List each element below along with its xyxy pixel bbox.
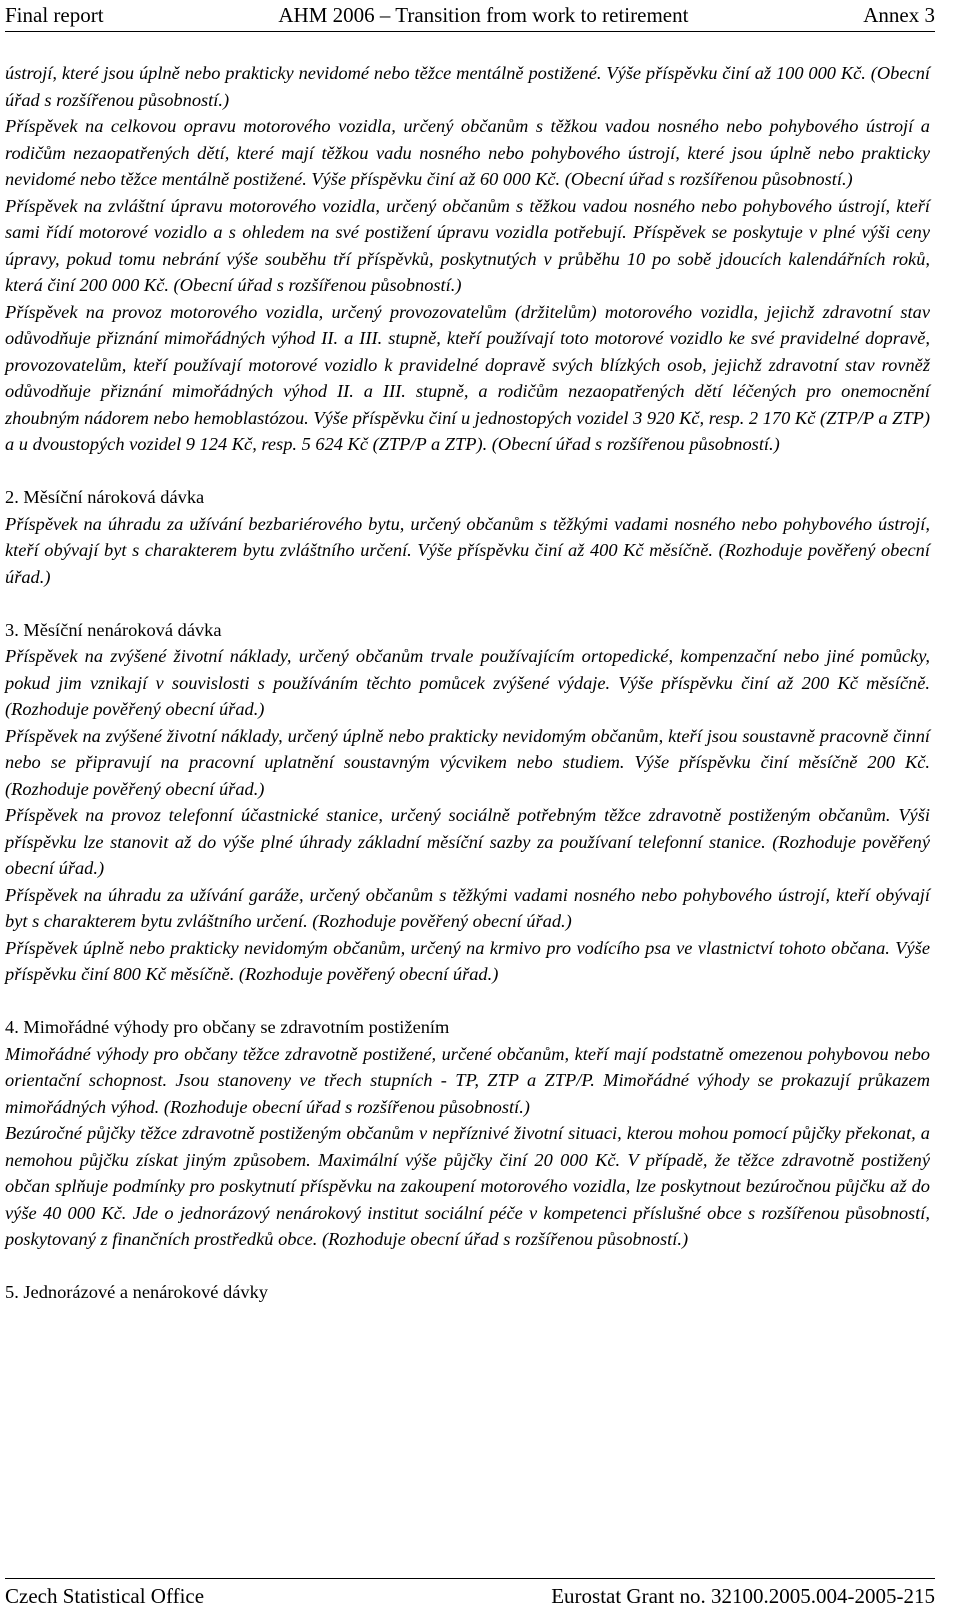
paragraph: Mimořádné výhody pro občany těžce zdravotně postižené, určené občanům, kteří mají podstatně omezenou pohybovou nebo orientační schopnost. Jsou stanoveny ve třech stupních - TP, ZTP a ZTP/P. Mimořádné výhody se prokazují průkazem mimořádných výhod. (Rozhoduje obecní úřad s rozšířenou působností.)	[5, 1043, 930, 1117]
section-heading: 2. Měsíční nároková dávka	[5, 487, 205, 507]
header-report-label: Final report	[5, 3, 104, 27]
section-heading: 3. Měsíční nenároková dávka	[5, 619, 222, 640]
paragraph: Příspěvek na úhradu za užívání garáže, určený občanům s těžkými vadami nosného nebo pohybového ústrojí, kteří obývají byt s charakterem bytu zvláštního určení. (Rozhoduje pověřený obecní úřad.)	[5, 884, 930, 931]
page-header	[5, 0, 935, 32]
section-heading: 5. Jednorázové a nenárokové dávky	[5, 1282, 268, 1302]
paragraph: ústrojí, které jsou úplně nebo prakticky nevidomé nebo těžce mentálně postižené. Výše příspěvku činí až 100 000 Kč. (Obecní úřad s rozšířenou působností.)	[5, 63, 930, 110]
document-body	[5, 60, 930, 1306]
paragraph: Příspěvek na provoz telefonní účastnické stanice, určený sociálně potřebným těžce zdravotně postiženým občanům. Výši příspěvku lze stanovit až do výše plné úhrady základní měsíční sazby za používaní telefonní stanice. (Rozhoduje pověřený obecní úřad.)	[5, 805, 930, 878]
paragraph: Příspěvek na úhradu za užívání bezbariérového bytu, určený občanům s těžkými vadami nosného nebo pohybového ústrojí, kteří obývají byt s charakterem bytu zvláštního určení. Výše příspěvku činí až 400 Kč měsíčně. (Rozhoduje pověřený obecní úřad.)	[5, 513, 930, 587]
header-annex-label: Annex 3	[863, 3, 935, 27]
paragraph: Bezúročné půjčky těžce zdravotně postiženým občanům v nepříznivé životní situaci, kterou mohou pomocí půjčky překonat, a nemohou půjčku získat jiným způsobem. Maximální výše půjčky činí 20 000 Kč. V případě, že těžce zdravotně postižený občan splňuje podmínky pro poskytnutí příspěvku na zakoupení motorového vozidla, lze poskytnout bezúročnou půjčku až do výše 40 000 Kč. Jde o jednorázový nenárokový institut sociální péče v kompetenci příslušné obce s rozšířenou působností, poskytovaný z finančních prostředků obce. (Rozhoduje obecní úřad s rozšířenou působností.)	[5, 1123, 930, 1249]
paragraph: Příspěvek na celkovou opravu motorového vozidla, určený občanům s těžkou vadou nosného nebo pohybového ústrojí a rodičům nezaopatřených dětí, které mají těžkou vadu nosného nebo pohybového ústrojí, které jsou úplně nebo prakticky nevidomé nebo těžce mentálně postižené. Výše příspěvku činí až 60 000 Kč. (Obecní úřad s rozšířenou působností.)	[5, 116, 930, 189]
paragraph: Příspěvek na provoz motorového vozidla, určený provozovatelům (držitelům) motorového vozidla, jejichž zdravotní stav odůvodňuje přiznání mimořádných výhod II. a III. stupně, kteří používají toto motorové vozidlo ke své pravidelné dopravě, provozovatelům, kteří používají motorové vozidlo k pravidelné dopravě svých blízkých osob, jejichž zdravotní stav rovněž odůvodňuje přiznání mimořádných výhod II. a III. stupně, a rodičům nezaopatřených dětí léčených pro onemocnění zhoubným nádorem nebo hemoblastózou. Výše příspěvku činí u jednostopých vozidel 3 920 Kč, resp. 2 170 Kč (ZTP/P a ZTP) a u dvoustopých vozidel 9 124 Kč, resp. 5 624 Kč (ZTP/P a ZTP). (Obecní úřad s rozšířenou působností.)	[5, 301, 930, 454]
page-footer	[5, 1578, 935, 1613]
paragraph: Příspěvek úplně nebo prakticky nevidomým občanům, určený na krmivo pro vodícího psa ve vlastnictví tohoto občana. Výše příspěvku činí 800 Kč měsíčně. (Rozhoduje pověřený obecní úřad.)	[5, 937, 930, 984]
footer-grant: Eurostat Grant no. 32100.2005.004-2005-215	[551, 1583, 935, 1608]
header-title: AHM 2006 – Transition from work to retirement	[278, 3, 689, 27]
paragraph: Příspěvek na zvýšené životní náklady, určený úplně nebo prakticky nevidomým občanům, kteří jsou soustavně pracovně činní nebo se připravují na pracovní uplatnění soustavným výcvikem nebo studiem. Výše příspěvku činí měsíčně 200 Kč. (Rozhoduje pověřený obecní úřad.)	[5, 725, 930, 799]
paragraph: Příspěvek na zvláštní úpravu motorového vozidla, určený občanům s těžkou vadou nosného nebo pohybového ústrojí, kteří sami řídí motorové vozidlo a s ohledem na své postižení úpravu vozidla potřebují. Příspěvek se poskytuje v plné výši ceny úpravy, pokud tomu nebrání výše souběhu tří příspěvků, poskytnutých v průběhu 10 po sobě jdoucích kalendářních roků, která činí 200 000 Kč. (Obecní úřad s rozšířenou působností.)	[5, 195, 930, 295]
paragraph: Příspěvek na zvýšené životní náklady, určený občanům trvale používajícím ortopedické, kompenzační nebo jiné pomůcky, pokud jim vznikají v souvislosti s používáním těchto pomůcek zvýšené výdaje. Výše příspěvku činí až 200 Kč měsíčně. (Rozhoduje pověřený obecní úřad.)	[5, 646, 930, 719]
footer-office: Czech Statistical Office	[5, 1583, 205, 1608]
section-heading: 4. Mimořádné výhody pro občany se zdravotním postižením	[5, 1017, 450, 1037]
